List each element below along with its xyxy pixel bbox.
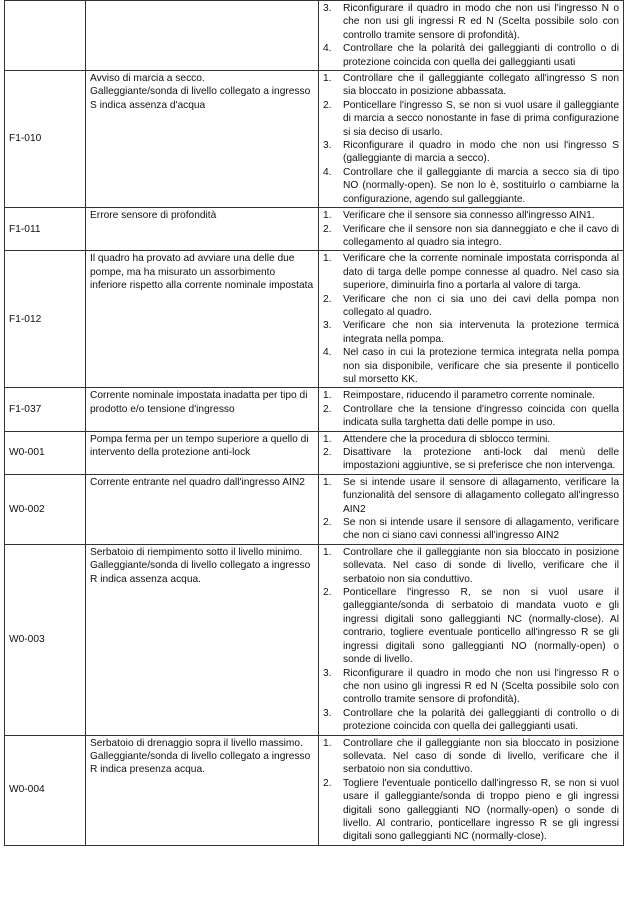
step-text: Verificare che non sia intervenuta la protezione termica integrata nella pompa. xyxy=(343,320,619,345)
step-text: Riconfigurare il quadro in modo che non usi l'ingresso S (galleggiante di marcia a secco). xyxy=(343,140,619,165)
error-code: F1-010 xyxy=(5,71,86,208)
table-row xyxy=(5,251,624,388)
action-step xyxy=(323,707,619,734)
step-text: Attendere che la procedura di sblocco termini. xyxy=(343,433,551,445)
error-description: Pompa ferma per un tempo superiore a quello di intervento della protezione anti-lock xyxy=(86,431,319,474)
action-step xyxy=(323,42,619,69)
table-row xyxy=(5,1,624,71)
step-text: Controllare che il galleggiante di marcia a secco sia di tipo NO (normally-open). Se non lo è, sostituirlo o cambiarne la configurazione, agendo sul galleggiante. xyxy=(343,166,619,205)
step-number: 1. xyxy=(323,210,332,222)
step-number: 4. xyxy=(323,166,332,178)
error-description: Serbatoio di riempimento sotto il livello minimo. Galleggiante/sonda di livello collegato a ingresso R indica assenza acqua. xyxy=(86,544,319,735)
action-step xyxy=(323,319,619,346)
error-description: Il quadro ha provato ad avviare una delle due pompe, ma ha misurato un assorbimento inferiore rispetto alla corrente nominale impostata xyxy=(86,251,319,388)
step-text: Verificare che la corrente nominale impostata corrisponda al dato di targa delle pompe connesse al quadro. Nel caso sia superiore, diminuirla fino a portarla al valore di targa. xyxy=(343,253,619,292)
step-text: Riconfigurare il quadro in modo che non usi l'ingresso N o che non usi gli ingressi R ed N (Scelta possibile solo con controllo tramite sensore di profondità). xyxy=(343,3,619,41)
step-number: 2. xyxy=(323,517,332,529)
error-description: Corrente nominale impostata inadatta per tipo di prodotto e/o tensione d'ingresso xyxy=(86,388,319,431)
action-step xyxy=(323,2,619,42)
step-text: Se si intende usare il sensore di allagamento, verificare la funzionalità del sensore di allagamento collegato all'ingresso AIN2 xyxy=(343,476,619,515)
step-text: Disattivare la protezione anti-lock dal menù delle impostazioni aggiuntive, se si preferisce che non intervenga. xyxy=(343,447,619,472)
action-list xyxy=(323,476,619,543)
action-step xyxy=(323,546,619,586)
step-text: Verificare che il sensore sia connesso all'ingresso AIN1. xyxy=(343,210,595,222)
action-list xyxy=(323,72,619,206)
action-step xyxy=(323,99,619,139)
error-code: W0-003 xyxy=(5,544,86,735)
action-list xyxy=(323,209,619,249)
action-step xyxy=(323,446,619,473)
corrective-actions xyxy=(319,388,624,431)
step-text: Riconfigurare il quadro in modo che non usi l'ingresso R o che non usino gli ingressi R ed N (Scelta possibile solo con controllo tramite sensore di profondità). xyxy=(343,667,619,706)
error-description: Errore sensore di profondità xyxy=(86,208,319,251)
action-step xyxy=(323,166,619,206)
action-step xyxy=(323,516,619,543)
step-number: 2. xyxy=(323,99,332,111)
table-row xyxy=(5,71,624,208)
table-row xyxy=(5,474,624,544)
error-code: F1-011 xyxy=(5,208,86,251)
step-number: 1. xyxy=(323,253,332,265)
step-number: 3. xyxy=(323,140,332,152)
action-step xyxy=(323,737,619,777)
step-number: 1. xyxy=(323,433,332,445)
corrective-actions xyxy=(319,431,624,474)
corrective-actions xyxy=(319,208,624,251)
step-number: 2. xyxy=(323,587,332,599)
step-number: 1. xyxy=(323,546,332,558)
step-number: 1. xyxy=(323,73,332,85)
action-list xyxy=(323,252,619,386)
action-list xyxy=(323,2,619,69)
corrective-actions xyxy=(319,474,624,544)
corrective-actions xyxy=(319,1,624,71)
step-number: 1. xyxy=(323,390,332,402)
step-text: Verificare che non ci sia uno dei cavi della pompa non collegato al quadro. xyxy=(343,293,619,318)
step-text: Ponticellare l'ingresso R, se non si vuol usare il galleggiante/sonda di serbatoio di mandata vuoto e gli ingressi digitali sono galleggianti NC (normally-close). Al contrario, togliere eventuale ponticello all'ingresso R se gli ingressi digitali sono galleggianti NO (normally-open) o sonde di livello. xyxy=(343,587,619,666)
table-row xyxy=(5,208,624,251)
step-text: Ponticellare l'ingresso S, se non si vuol usare il galleggiante di marcia a secco nonostante in fase di prima configurazione si sia deciso di usarlo. xyxy=(343,99,619,138)
corrective-actions xyxy=(319,71,624,208)
action-step xyxy=(323,252,619,292)
action-step xyxy=(323,346,619,386)
action-step xyxy=(323,223,619,250)
action-list xyxy=(323,433,619,473)
error-code: W0-004 xyxy=(5,735,86,845)
action-step xyxy=(323,433,619,446)
error-description xyxy=(86,1,319,71)
step-text: Se non si intende usare il sensore di allagamento, verificare che non ci siano cavi connessi all'ingresso AIN2 xyxy=(343,517,619,542)
error-description: Corrente entrante nel quadro dall'ingresso AIN2 xyxy=(86,474,319,544)
error-description: Serbatoio di drenaggio sopra il livello massimo. Galleggiante/sonda di livello collegato a ingresso R indica presenza acqua. xyxy=(86,735,319,845)
step-number: 1. xyxy=(323,737,332,749)
step-number: 1. xyxy=(323,476,332,488)
error-table-body xyxy=(5,1,624,846)
error-code: F1-037 xyxy=(5,388,86,431)
action-step xyxy=(323,293,619,320)
step-text: Controllare che il galleggiante collegato all'ingresso S non sia bloccato in posizione abbassata. xyxy=(343,73,619,98)
table-row xyxy=(5,388,624,431)
error-code: W0-002 xyxy=(5,474,86,544)
corrective-actions xyxy=(319,735,624,845)
action-step xyxy=(323,586,619,666)
step-number: 4. xyxy=(323,43,332,55)
table-row xyxy=(5,431,624,474)
step-text: Nel caso in cui la protezione termica integrata nella pompa non sia disponibile, verificare che sia presente il ponticello sul morsetto KK. xyxy=(343,347,619,385)
table-row xyxy=(5,544,624,735)
corrective-actions xyxy=(319,251,624,388)
step-number: 2. xyxy=(323,447,332,458)
step-number: 4. xyxy=(323,347,332,359)
action-step xyxy=(323,777,619,844)
step-number: 2. xyxy=(323,777,332,789)
step-text: Reimpostare, riducendo il parametro corrente nominale. xyxy=(343,390,595,402)
step-number: 2. xyxy=(323,403,332,415)
corrective-actions xyxy=(319,544,624,735)
step-number: 3. xyxy=(323,707,332,719)
error-code-table xyxy=(4,0,624,846)
step-text: Controllare che la polarità dei galleggianti di controllo o di protezione coincida con quella dei galleggianti usati xyxy=(343,43,619,68)
step-number: 3. xyxy=(323,667,332,679)
error-code: W0-001 xyxy=(5,431,86,474)
error-code xyxy=(5,1,86,71)
action-step xyxy=(323,139,619,166)
error-code: F1-012 xyxy=(5,251,86,388)
action-step xyxy=(323,403,619,430)
action-step xyxy=(323,389,619,402)
action-list xyxy=(323,389,619,429)
step-text: Controllare che il galleggiante non sia bloccato in posizione sollevata. Nel caso di sonde di livello, verificare che il serbatoio non sia conduttivo. xyxy=(343,737,619,776)
step-number: 3. xyxy=(323,320,332,332)
action-step xyxy=(323,476,619,516)
action-list xyxy=(323,737,619,844)
step-text: Verificare che il sensore non sia danneggiato e che il cavo di collegamento al quadro sia integro. xyxy=(343,223,619,248)
step-number: 2. xyxy=(323,293,332,305)
action-step xyxy=(323,72,619,99)
error-description: Avviso di marcia a secco. Galleggiante/sonda di livello collegato a ingresso S indica assenza d'acqua xyxy=(86,71,319,208)
action-step xyxy=(323,667,619,707)
step-number: 3. xyxy=(323,3,332,14)
action-list xyxy=(323,546,619,734)
table-row xyxy=(5,735,624,845)
step-text: Controllare che la polarità dei galleggianti di controllo o di protezione coincida con quella dei galleggianti usati. xyxy=(343,707,619,733)
step-text: Controllare che la tensione d'ingresso coincida con quella indicata sulla targhetta dati delle pompe in uso. xyxy=(343,403,619,429)
action-step xyxy=(323,209,619,222)
step-text: Controllare che il galleggiante non sia bloccato in posizione sollevata. Nel caso di sonde di livello, verificare che il serbatoio non sia conduttivo. xyxy=(343,546,619,585)
step-number: 2. xyxy=(323,223,332,235)
step-text: Togliere l'eventuale ponticello dall'ingresso R, se non si vuol usare il galleggiante/sonda di troppo pieno e gli ingressi digitali sono galleggianti NO (normally-open) o sonde di livello. Al contrario, ponticellare ingresso R se gli ingressi digitali sono galleggianti NC (normally-close). xyxy=(343,777,619,843)
